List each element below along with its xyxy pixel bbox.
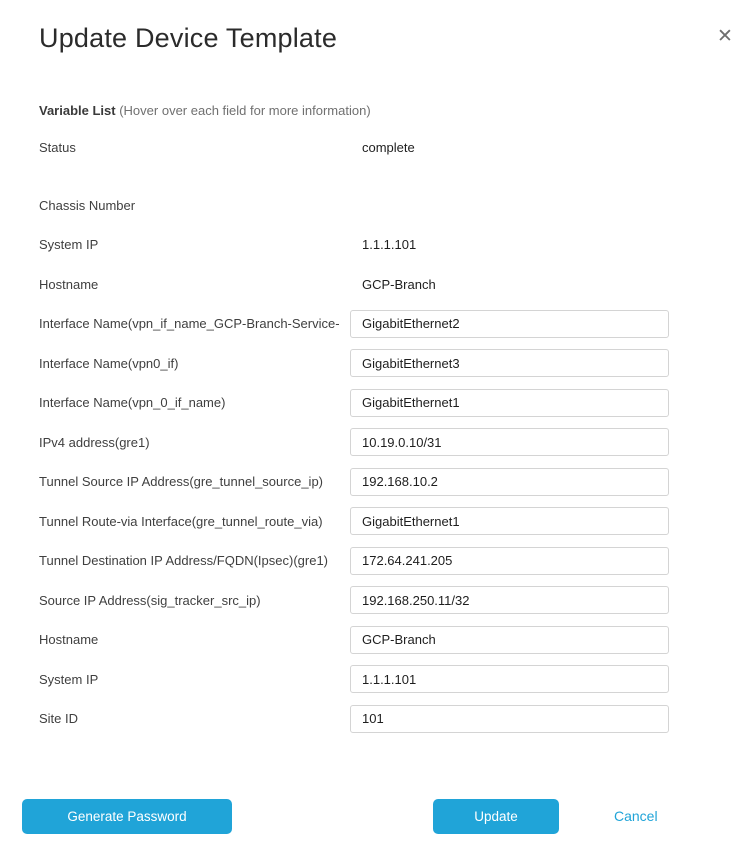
field-label: IPv4 address(gre1) [39,434,150,450]
field-row-chassis-number [0,186,752,226]
dialog-footer [0,799,752,834]
field-label: Interface Name(vpn_if_name_GCP-Branch-Service- [39,316,340,332]
field-row-system-ip-editable [0,660,752,700]
tunnel-destination-ip-input[interactable] [350,547,669,575]
source-ip-tracker-input[interactable] [350,586,669,614]
field-label: Tunnel Source IP Address(gre_tunnel_source_ip) [39,474,324,490]
field-label: Site ID [39,711,79,727]
field-label: Interface Name(vpn0_if) [39,355,179,371]
field-label: Chassis Number [39,197,136,213]
status-value: complete [362,140,415,156]
field-label: Status [39,140,76,156]
system-ip-value: 1.1.1.101 [362,237,417,253]
update-button[interactable]: Update [433,799,559,834]
field-row-status [0,128,752,168]
update-device-template-dialog [0,20,752,865]
page-title: Update Device Template [39,23,338,53]
tunnel-source-ip-input[interactable] [350,468,669,496]
tunnel-route-via-input[interactable] [350,507,669,535]
field-row-hostname-editable [0,620,752,660]
ipv4-address-gre1-input[interactable] [350,428,669,456]
field-row-interface-name-vpn-0-if-name [0,383,752,423]
field-label: Source IP Address(sig_tracker_src_ip) [39,592,261,608]
field-row-tunnel-source-ip [0,462,752,502]
cancel-button[interactable]: Cancel [614,807,658,824]
hostname-input[interactable] [350,626,669,654]
field-row-tunnel-route-via [0,502,752,542]
variable-list-label: Variable List [39,103,116,118]
field-row-hostname [0,265,752,305]
variable-list-heading [39,102,752,119]
site-id-input[interactable] [350,705,669,733]
field-label: Tunnel Route-via Interface(gre_tunnel_route_via) [39,513,323,529]
hostname-value: GCP-Branch [362,276,436,292]
field-row-system-ip [0,225,752,265]
field-label: Tunnel Destination IP Address/FQDN(Ipsec)(gre1) [39,553,329,569]
field-row-source-ip-tracker [0,581,752,621]
system-ip-input[interactable] [350,665,669,693]
generate-password-button[interactable]: Generate Password [22,799,232,834]
field-row-site-id [0,699,752,739]
field-label: Interface Name(vpn_0_if_name) [39,395,226,411]
close-icon[interactable]: ✕ [712,24,738,50]
field-row-interface-name-vpn0-if [0,344,752,384]
field-label: Hostname [39,632,99,648]
field-row-tunnel-destination-ip [0,541,752,581]
interface-name-service-input[interactable] [350,310,669,338]
interface-name-vpn-0-if-name-input[interactable] [350,389,669,417]
field-label: System IP [39,671,99,687]
interface-name-vpn0-if-input[interactable] [350,349,669,377]
variable-list [0,128,752,739]
field-label: Hostname [39,276,99,292]
field-row-interface-name-service [0,304,752,344]
variable-list-hint: (Hover over each field for more information) [119,103,371,118]
field-label: System IP [39,237,99,253]
field-row-ipv4-address-gre1 [0,423,752,463]
